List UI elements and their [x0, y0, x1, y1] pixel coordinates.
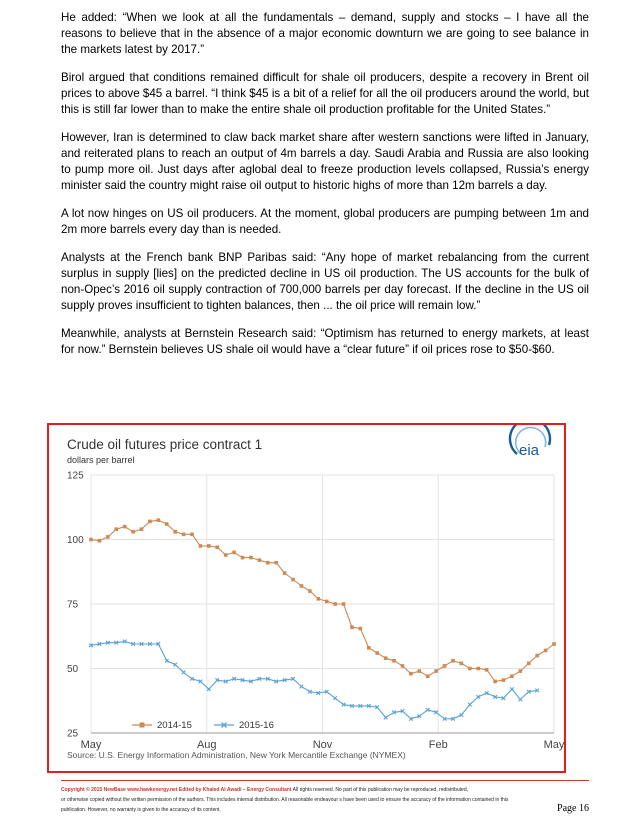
data-point: [468, 667, 472, 671]
data-point: [207, 544, 211, 548]
data-point: [199, 544, 203, 548]
data-point: [544, 649, 548, 653]
article-body: [61, 10, 589, 370]
data-point: [131, 530, 135, 534]
data-point: [291, 578, 295, 582]
eia-logo-text: eia: [518, 442, 540, 459]
data-point: [418, 669, 422, 673]
page-number: Page 16: [557, 803, 589, 814]
chart-title: Crude oil futures price contract 1: [67, 437, 263, 452]
data-point: [384, 716, 388, 720]
paragraph-2: Birol argued that conditions remained difficult for shale oil producers, despite a recovery in Brent oil prices to above $45 a barrel. “I think $45 is a bit of a relief for all the oil producers around the world, but this is still far lower than to make the entire shale oil production profitable for the United States.”: [61, 71, 589, 116]
footer-divider: [61, 780, 589, 781]
data-point: [350, 625, 354, 629]
page-footer: [61, 785, 589, 815]
data-point: [173, 663, 177, 667]
data-point: [241, 556, 245, 560]
legend-label-2015-16: 2015-16: [239, 720, 274, 731]
data-point: [552, 642, 556, 646]
data-point: [224, 553, 228, 557]
data-point: [182, 533, 186, 537]
y-tick-label: 100: [67, 535, 84, 546]
data-point: [519, 669, 523, 673]
footer-rights-1: All rights reserved. No part of this publication may be reproduced, redistributed,: [292, 787, 469, 793]
data-point: [89, 538, 93, 542]
data-point: [258, 558, 262, 562]
data-point: [325, 600, 329, 604]
data-point: [502, 678, 506, 682]
oil-price-chart: [49, 425, 564, 771]
data-point: [157, 518, 161, 522]
x-tick-label: Feb: [428, 739, 448, 751]
data-point: [476, 667, 480, 671]
footer-editor: Edited by Khaled Al Awadi – Energy Consultant: [178, 787, 292, 793]
x-tick-label: Nov: [312, 739, 333, 751]
paragraph-1: He added: “When we look at all the fundamentals – demand, supply and stocks – I have all the reasons to believe that in the absence of a major economic downturn we are going to see balance in the markets latest by 2017.”: [61, 11, 589, 56]
data-point: [283, 571, 287, 575]
y-tick-label: 125: [67, 470, 84, 482]
data-point: [485, 668, 489, 672]
data-point: [165, 522, 169, 526]
data-point: [106, 535, 110, 539]
y-tick-label: 75: [67, 599, 79, 611]
data-point: [367, 646, 371, 650]
series-2015-16: [89, 640, 539, 721]
data-point: [333, 696, 337, 700]
data-point: [114, 527, 118, 531]
data-point: [300, 584, 304, 588]
data-point: [426, 674, 430, 678]
data-point: [359, 627, 363, 631]
data-point: [401, 664, 405, 668]
paragraph-3: However, Iran is determined to claw back market share after western sanctions were lifted in January, and reiterated plans to reach an output of 4m barrels a day. Saudi Arabia and Russia are also looking to pump more oil. Just days after aglobal deal to freeze production levels collapsed, Russia’s energy minister said the country might raise oil output to historic highs of more than 12m barrels a day.: [61, 131, 589, 192]
data-point: [266, 561, 270, 565]
oil-price-chart-frame: [47, 423, 566, 773]
data-point: [493, 680, 497, 684]
series-line-2015-16: [91, 641, 537, 718]
data-point: [375, 651, 379, 655]
data-point: [190, 533, 194, 537]
x-tick-label: Aug: [196, 739, 217, 751]
data-point: [468, 703, 472, 707]
paragraph-5: Analysts at the French bank BNP Paribas said: “Any hope of market rebalancing from the current surplus in supply [lies] on the predicted decline in US oil production. The US accounts for the bulk of non-Opec’s 2016 oil supply contraction of 700,000 barrels per day forecast. If the decline in the US oil supply proves insufficient to tighten balances, then ... the oil price will remain low.”: [61, 251, 589, 312]
x-tick-label: May: [543, 739, 564, 751]
chart-legend: [132, 720, 274, 731]
data-point: [510, 687, 514, 691]
y-tick-label: 25: [67, 728, 79, 740]
data-point: [535, 654, 539, 658]
data-point: [207, 687, 211, 691]
data-point: [392, 659, 396, 663]
data-point: [342, 602, 346, 606]
data-point: [434, 669, 438, 673]
data-point: [510, 674, 514, 678]
data-point: [300, 685, 304, 689]
data-point: [123, 525, 127, 529]
data-point: [384, 656, 388, 660]
paragraph-4: A lot now hinges on US oil producers. At the moment, global producers are pumping between 1m and 2m more barrels every day than is needed.: [61, 207, 589, 236]
footer-copyright: Copyright © 2015 NewBase www.hawkenergy.net: [61, 787, 178, 793]
y-tick-label: 50: [67, 664, 79, 675]
legend-label-2014-15: 2014-15: [157, 720, 192, 731]
data-point: [333, 602, 337, 606]
x-tick-label: May: [80, 739, 102, 751]
data-point: [182, 671, 186, 675]
data-point: [519, 698, 523, 702]
footer-rights-2: or otherwise copied without the written permission of the authors. This includes internal distribution. All reasonable endeavour s have been used to ensure the accuracy of the information contained in this: [61, 797, 509, 803]
data-point: [98, 539, 102, 543]
data-point: [215, 545, 219, 549]
y-tick-labels: [67, 471, 84, 740]
data-point: [140, 527, 144, 531]
data-point: [460, 662, 464, 666]
data-point: [249, 556, 253, 560]
footer-rights-3: publication. However, no warranty is given to the accuracy of its content.: [61, 807, 221, 813]
chart-source: Source: U.S. Energy Information Administration, New York Mercantile Exchange (NYMEX): [67, 750, 406, 760]
paragraph-6: Meanwhile, analysts at Bernstein Research said: “Optimism has returned to energy markets, at least for now.” Bernstein believes US shale oil would have a “clear future” if oil prices rose to $50-$60.: [61, 327, 589, 356]
data-point: [148, 520, 152, 524]
data-point: [316, 597, 320, 601]
y-axis-label: dollars per barrel: [67, 455, 135, 465]
data-point: [308, 589, 312, 593]
eia-logo-icon: [510, 425, 550, 459]
data-point: [527, 662, 531, 666]
data-point: [173, 530, 177, 534]
data-point: [443, 664, 447, 668]
data-point: [232, 551, 236, 555]
data-point: [409, 672, 413, 676]
data-point: [451, 659, 455, 663]
legend-marker-2014-15: [140, 723, 145, 728]
data-point: [274, 561, 278, 565]
